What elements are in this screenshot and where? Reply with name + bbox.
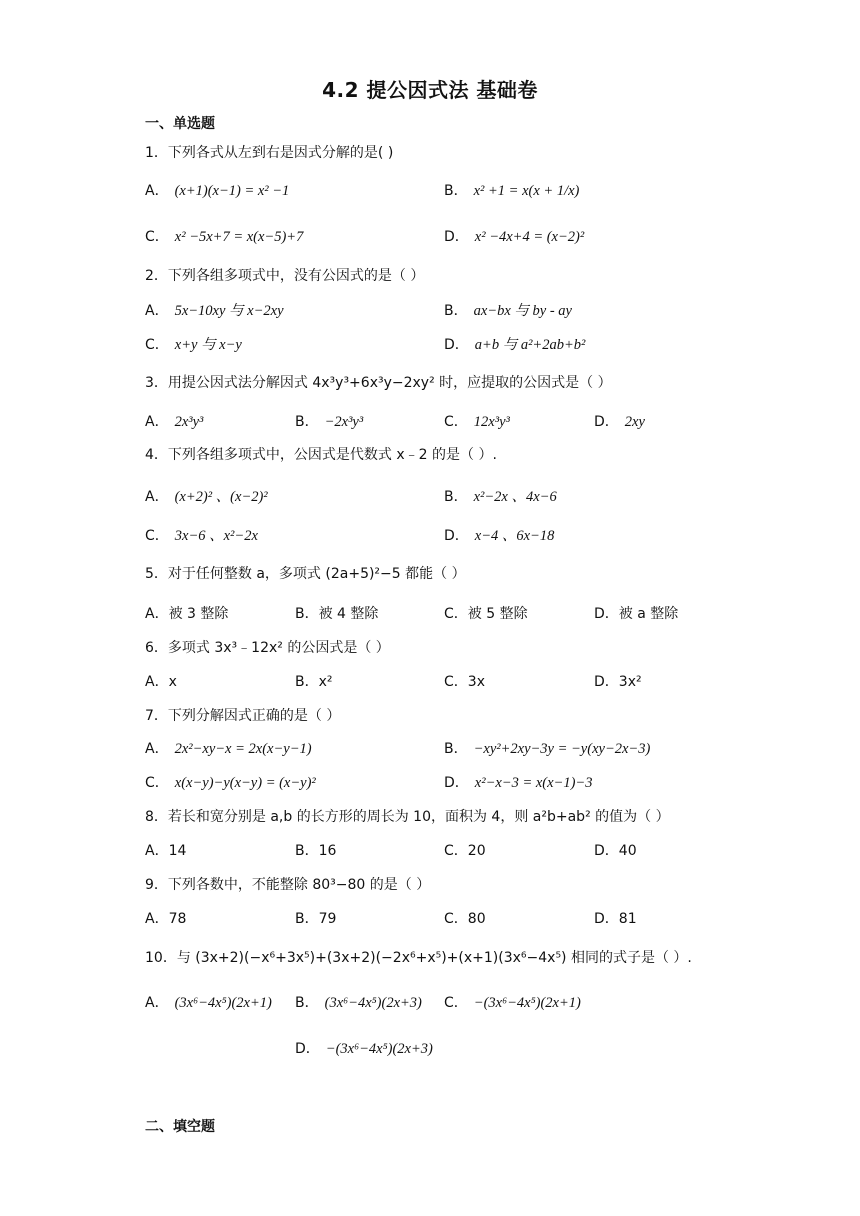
option-text: 16 (318, 843, 337, 859)
option-formula: (3x⁶−4x⁵)(2x+3) (324, 995, 422, 1011)
option-formula: 5x−10xy 与 x−2xy (174, 303, 284, 319)
option-formula: x²−2x 、4x−6 (473, 489, 557, 505)
option-formula: −2x³y³ (324, 414, 364, 430)
option-label: B． (444, 741, 468, 757)
option-label: C． (444, 911, 468, 927)
section-heading-fill-blank: 二、填空题 (145, 1119, 215, 1135)
question-6-option-b[interactable] (295, 671, 333, 691)
option-text: 被 5 整除 (467, 606, 528, 622)
option-formula: (x+1)(x−1) = x² −1 (174, 183, 290, 199)
question-4-option-a[interactable] (145, 485, 268, 506)
option-formula: x+y 与 x−y (174, 337, 242, 353)
option-text: 40 (618, 843, 637, 859)
option-text: 14 (168, 843, 187, 859)
option-formula: x²−x−3 = x(x−1)−3 (474, 775, 593, 791)
option-label: A． (145, 303, 169, 319)
option-text: 20 (467, 843, 486, 859)
option-formula: x−4 、6x−18 (474, 528, 555, 544)
option-formula: −xy²+2xy−3y = −y(xy−2x−3) (473, 741, 651, 757)
option-text: 80 (467, 911, 486, 927)
option-label: D． (594, 414, 619, 430)
question-3-option-a[interactable] (145, 411, 203, 431)
option-text: 3x (467, 674, 485, 690)
option-formula: x(x−y)−y(x−y) = (x−y)² (174, 775, 316, 791)
question-2-option-d[interactable] (444, 333, 585, 354)
option-formula: 2x²−xy−x = 2x(x−y−1) (174, 741, 312, 757)
option-formula: 2x³y³ (174, 414, 204, 430)
question-10-option-a[interactable] (145, 992, 272, 1012)
option-formula: ax−bx 与 by - ay (473, 303, 572, 319)
section-heading-single-choice: 一、单选题 (145, 116, 215, 132)
question-9-stem: 9．下列各数中，不能整除 80³−80 的是（ ） (145, 877, 431, 893)
option-label: C． (145, 229, 169, 245)
option-label: D． (594, 843, 619, 859)
option-label: D． (594, 911, 619, 927)
option-text: 被 3 整除 (168, 606, 229, 622)
question-2-option-a[interactable] (145, 299, 284, 320)
question-10-option-d[interactable] (295, 1038, 433, 1058)
option-label: C． (444, 606, 468, 622)
option-label: D． (594, 606, 619, 622)
option-text: 被 4 整除 (318, 606, 379, 622)
question-4-option-c[interactable] (145, 524, 258, 545)
option-formula: −(3x⁶−4x⁵)(2x+3) (325, 1041, 433, 1057)
option-label: A． (145, 995, 169, 1011)
option-label: D． (295, 1041, 320, 1057)
option-formula: x² −4x+4 = (x−2)² (474, 229, 585, 245)
question-10-option-b[interactable] (295, 992, 422, 1012)
option-label: A． (145, 741, 169, 757)
question-6-stem: 6．多项式 3x³﹣12x² 的公因式是（ ） (145, 640, 390, 656)
question-7-option-d[interactable] (444, 772, 592, 792)
option-label: D． (444, 775, 469, 791)
option-text: 3x² (618, 674, 642, 690)
question-6-option-c[interactable] (444, 671, 485, 691)
option-label: C． (444, 674, 468, 690)
option-label: C． (145, 528, 169, 544)
question-3-option-d[interactable] (594, 411, 645, 431)
question-5-option-d[interactable] (594, 603, 678, 623)
question-9-option-c[interactable] (444, 908, 486, 928)
question-4-option-d[interactable] (444, 524, 554, 545)
option-label: A． (145, 674, 169, 690)
option-label: D． (444, 337, 469, 353)
question-4-stem: 4．下列各组多项式中，公因式是代数式 x﹣2 的是（ ）. (145, 447, 497, 463)
question-1-option-d[interactable] (444, 226, 584, 246)
question-8-option-b[interactable] (295, 840, 336, 860)
page-title: 4.2 提公因式法 基础卷 (322, 78, 538, 102)
option-text: 被 a 整除 (618, 606, 679, 622)
question-1-option-c[interactable] (145, 226, 303, 246)
question-9-option-a[interactable] (145, 908, 186, 928)
option-label: B． (444, 489, 468, 505)
question-8-option-a[interactable] (145, 840, 186, 860)
question-8-stem: 8．若长和宽分别是 a,b 的长方形的周长为 10，面积为 4，则 a²b+ab² 的值为（ ） (145, 809, 670, 825)
option-formula: x² +1 = x(x + 1/x) (473, 183, 580, 199)
question-4-option-b[interactable] (444, 485, 557, 506)
question-9-option-d[interactable] (594, 908, 637, 928)
option-label: D． (594, 674, 619, 690)
option-label: C． (444, 995, 468, 1011)
option-label: C． (444, 414, 468, 430)
option-label: B． (444, 303, 468, 319)
question-1-option-b[interactable] (444, 180, 579, 200)
option-formula: −(3x⁶−4x⁵)(2x+1) (473, 995, 581, 1011)
option-formula: (3x⁶−4x⁵)(2x+1) (174, 995, 272, 1011)
question-7-stem: 7．下列分解因式正确的是（ ） (145, 708, 341, 724)
question-2-option-b[interactable] (444, 299, 572, 320)
option-label: C． (145, 337, 169, 353)
option-formula: (x+2)² 、(x−2)² (174, 489, 268, 505)
option-label: B． (295, 606, 319, 622)
question-5-option-a[interactable] (145, 603, 228, 623)
question-6-option-d[interactable] (594, 671, 642, 691)
question-5-option-b[interactable] (295, 603, 378, 623)
question-7-option-b[interactable] (444, 738, 650, 758)
option-formula: 2xy (624, 414, 645, 430)
question-2-stem: 2．下列各组多项式中，没有公因式的是（ ） (145, 268, 425, 284)
option-formula: a+b 与 a²+2ab+b² (474, 337, 586, 353)
option-label: A． (145, 183, 169, 199)
option-label: B． (295, 995, 319, 1011)
question-6-option-a[interactable] (145, 671, 177, 691)
question-8-option-d[interactable] (594, 840, 637, 860)
question-3-stem: 3．用提公因式法分解因式 4x³y³+6x³y−2xy² 时，应提取的公因式是（ ） (145, 375, 612, 391)
option-formula: x² −5x+7 = x(x−5)+7 (174, 229, 304, 245)
question-3-option-b[interactable] (295, 411, 363, 431)
option-label: B． (295, 911, 319, 927)
question-9-option-b[interactable] (295, 908, 336, 928)
question-3-option-c[interactable] (444, 411, 510, 431)
option-label: B． (295, 843, 319, 859)
question-1-option-a[interactable] (145, 180, 289, 200)
option-label: A． (145, 489, 169, 505)
option-label: B． (295, 674, 319, 690)
option-label: B． (295, 414, 319, 430)
option-formula: 3x−6 、x²−2x (174, 528, 258, 544)
question-10-option-c[interactable] (444, 992, 581, 1012)
question-10-stem: 10．与 (3x+2)(−x⁶+3x⁵)+(3x+2)(−2x⁶+x⁵)+(x+1)(3x⁶−4x⁵) 相同的式子是（ ）. (145, 950, 692, 966)
question-5-option-c[interactable] (444, 603, 528, 623)
option-formula: 12x³y³ (473, 414, 510, 430)
question-8-option-c[interactable] (444, 840, 486, 860)
option-label: D． (444, 229, 469, 245)
option-label: A． (145, 843, 169, 859)
question-2-option-c[interactable] (145, 333, 242, 354)
option-text: x² (318, 674, 333, 690)
option-label: B． (444, 183, 468, 199)
option-label: A． (145, 606, 169, 622)
question-7-option-c[interactable] (145, 772, 316, 792)
option-text: 78 (168, 911, 187, 927)
option-text: x (168, 674, 177, 690)
option-text: 79 (318, 911, 337, 927)
option-label: C． (444, 843, 468, 859)
option-label: A． (145, 414, 169, 430)
question-1-stem: 1．下列各式从左到右是因式分解的是( ) (145, 145, 394, 161)
option-label: D． (444, 528, 469, 544)
option-text: 81 (618, 911, 637, 927)
question-5-stem: 5．对于任何整数 a，多项式 (2a+5)²−5 都能（ ） (145, 566, 466, 582)
option-label: A． (145, 911, 169, 927)
question-7-option-a[interactable] (145, 738, 312, 758)
option-label: C． (145, 775, 169, 791)
